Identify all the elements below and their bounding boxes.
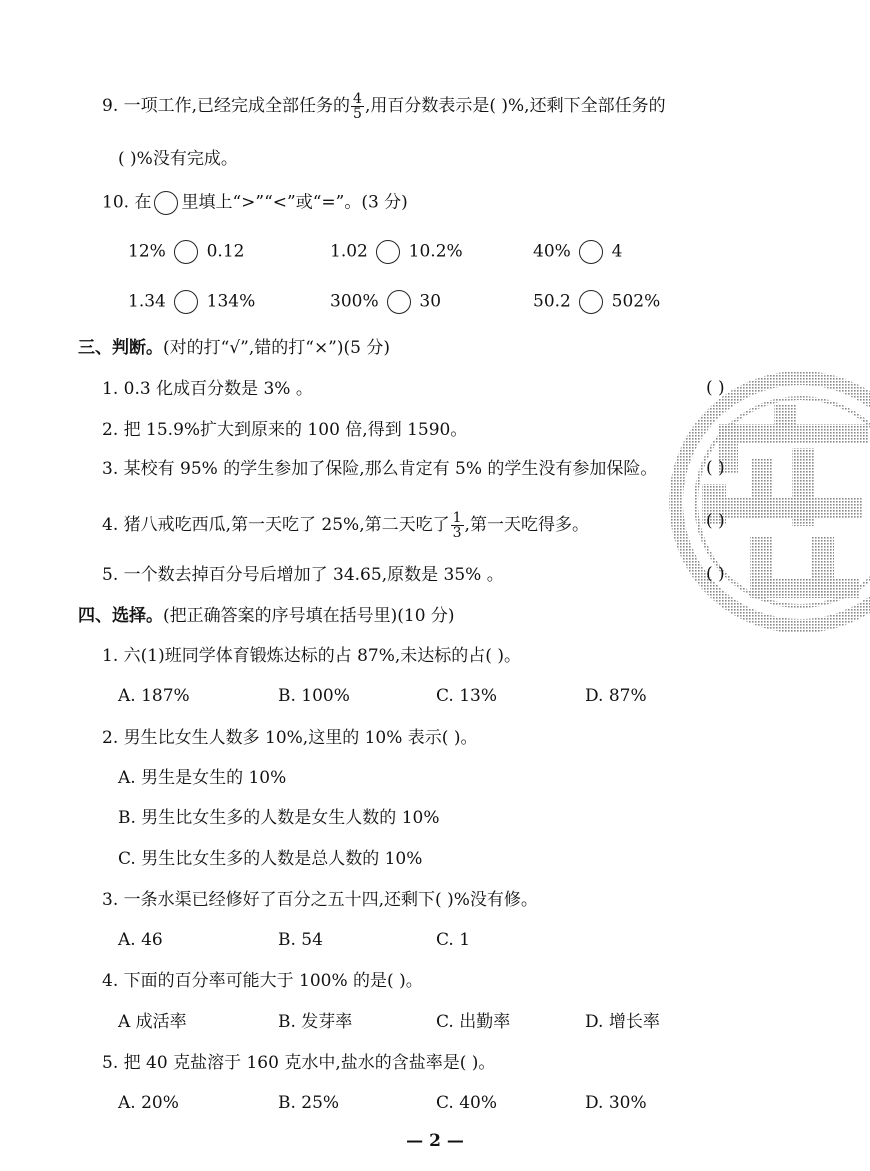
choice-q3-stem: 3. 一条水渠已经修好了百分之五十四,还剩下( )%没有修。 [102, 890, 538, 910]
secret-stamp [662, 366, 870, 638]
choice-q1-option-c[interactable]: C. 13% [436, 686, 497, 706]
compare-circle-icon[interactable] [387, 290, 411, 314]
q10-item-3: 40% 4 [533, 240, 622, 264]
judge-item-4: 4. 猪八戒吃西瓜,第一天吃了 25%,第二天吃了 $\frac{1}{3}$ ,第一天吃得多。 [102, 510, 589, 541]
choice-q5-option-c[interactable]: C. 40% [436, 1093, 497, 1113]
judge-answer-1[interactable]: ( ) [706, 378, 725, 398]
judge-q4-fraction: $\frac{1}{3}$ [452, 510, 462, 541]
choice-q4-option-d[interactable]: D. 增长率 [585, 1012, 660, 1032]
choice-q1-stem: 1. 六(1)班同学体育锻炼达标的占 87%,未达标的占( )。 [102, 646, 521, 666]
choice-q4-option-b[interactable]: B. 发芽率 [278, 1012, 353, 1032]
q10-item-6: 50.2 502% [533, 290, 660, 314]
judge-answer-4[interactable]: ( ) [706, 511, 725, 531]
q10-item-2: 1.02 10.2% [330, 240, 463, 264]
judge-item-5: 5. 一个数去掉百分号后增加了 34.65,原数是 35% 。 [102, 565, 504, 585]
choice-q5-option-b[interactable]: B. 25% [278, 1093, 340, 1113]
compare-circle-icon[interactable] [174, 240, 198, 264]
q10-stem: 10. 在 里填上“>”“<”或“=”。(3 分) [102, 191, 408, 215]
page-number: — 2 — [406, 1131, 464, 1151]
choice-q5-option-d[interactable]: D. 30% [585, 1093, 647, 1113]
q9-line1 [102, 92, 666, 121]
q9-text-1: 9. 一项工作,已经完成全部任务的 [102, 96, 351, 116]
choice-q2-option-b[interactable]: B. 男生比女生多的人数是女生人数的 10% [118, 808, 440, 828]
choice-q5-stem: 5. 把 40 克盐溶于 160 克水中,盐水的含盐率是( )。 [102, 1053, 496, 1073]
q10-item-4: 1.34 134% [128, 290, 255, 314]
choice-q4-option-c[interactable]: C. 出勤率 [436, 1012, 511, 1032]
compare-circle-icon [154, 191, 178, 215]
judge-item-1: 1. 0.3 化成百分数是 3% 。 [102, 379, 313, 399]
q9-text-2: ,用百分数表示是( )%,还剩下全部任务的 [364, 96, 666, 116]
choice-q2-option-a[interactable]: A. 男生是女生的 10% [118, 768, 287, 788]
choice-q3-option-a[interactable]: A. 46 [118, 930, 163, 950]
choice-q1-option-d[interactable]: D. 87% [585, 686, 647, 706]
q9-fraction: $\frac{4}{5}$ [353, 91, 362, 122]
stamp-icon [662, 366, 870, 638]
section3-heading: 三、判断。(对的打“√”,错的打“×”)(5 分) [78, 338, 390, 358]
compare-circle-icon[interactable] [174, 290, 198, 314]
q10-item-1: 12% 0.12 [128, 240, 244, 264]
compare-circle-icon[interactable] [579, 240, 603, 264]
q9-line2: ( )%没有完成。 [118, 149, 238, 169]
choice-q2-stem: 2. 男生比女生人数多 10%,这里的 10% 表示( )。 [102, 728, 478, 748]
judge-item-3: 3. 某校有 95% 的学生参加了保险,那么肯定有 5% 的学生没有参加保险。 [102, 459, 658, 479]
choice-q1-option-b[interactable]: B. 100% [278, 686, 350, 706]
choice-q4-stem: 4. 下面的百分率可能大于 100% 的是( )。 [102, 971, 423, 991]
choice-q3-option-b[interactable]: B. 54 [278, 930, 323, 950]
choice-q5-option-a[interactable]: A. 20% [118, 1093, 179, 1113]
compare-circle-icon[interactable] [376, 240, 400, 264]
choice-q4-option-a[interactable]: A 成活率 [118, 1012, 187, 1032]
judge-item-2: 2. 把 15.9%扩大到原来的 100 倍,得到 1590。 [102, 420, 468, 440]
judge-answer-5[interactable]: ( ) [706, 564, 725, 584]
choice-q1-option-a[interactable]: A. 187% [118, 686, 190, 706]
compare-circle-icon[interactable] [579, 290, 603, 314]
choice-q3-option-c[interactable]: C. 1 [436, 930, 471, 950]
choice-q2-option-c[interactable]: C. 男生比女生多的人数是总人数的 10% [118, 849, 423, 869]
q10-item-5: 300% 30 [330, 290, 441, 314]
section4-heading: 四、选择。(把正确答案的序号填在括号里)(10 分) [78, 606, 455, 626]
judge-answer-3[interactable]: ( ) [706, 458, 725, 478]
